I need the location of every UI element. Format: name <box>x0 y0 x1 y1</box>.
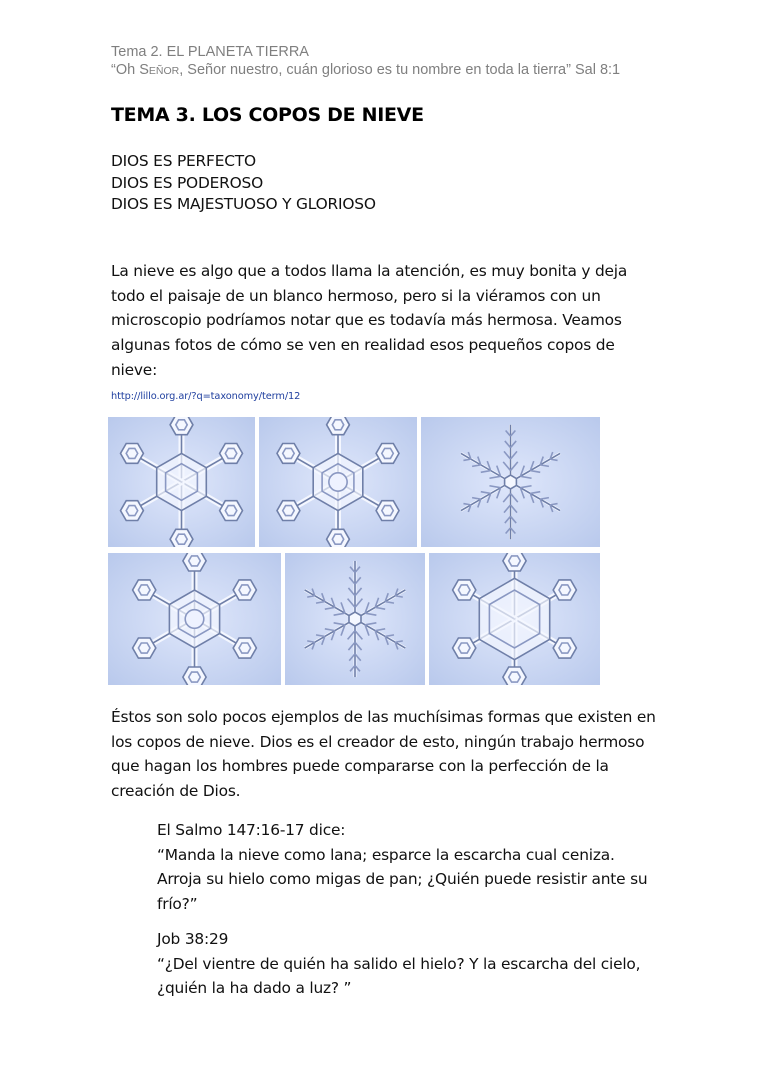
snowflake-photo-3 <box>421 417 600 547</box>
snowflake-photo-2 <box>259 417 417 547</box>
paragraph-line: que hagan los hombres puede compararse con la perfección de la <box>111 757 609 776</box>
quote-reference: El Salmo 147:16-17 dice: <box>157 821 346 839</box>
paragraph-line: Éstos son solo pocos ejemplos de las muchísimas formas que existen en <box>111 708 656 726</box>
snowflake-photo-6 <box>429 553 600 685</box>
page-title: TEMA 3. LOS COPOS DE NIEVE <box>111 104 424 126</box>
snowflake-photo-grid <box>108 417 600 685</box>
paragraph-line: microscopio podríamos notar que es todavía más hermosa. Veamos <box>111 311 622 330</box>
intro-paragraph <box>111 259 627 383</box>
paragraph-line: los copos de nieve. Dios es el creador de esto, ningún trabajo hermoso <box>111 732 645 751</box>
paragraph-line: creación de Dios. <box>111 782 241 801</box>
running-header-title: Tema 2. EL PLANETA TIERRA <box>111 44 309 60</box>
attribute-list <box>111 151 376 216</box>
attribute-item: DIOS ES PODEROSO <box>111 173 264 192</box>
psalm-quote <box>157 818 647 917</box>
verse-prefix: “Oh S <box>111 62 149 78</box>
source-link[interactable]: http://lillo.org.ar/?q=taxonomy/term/12 <box>111 391 301 402</box>
quote-line: frío?” <box>157 895 198 914</box>
attribute-item: DIOS ES PERFECTO <box>111 152 256 170</box>
snowflake-photo-4 <box>108 553 281 685</box>
paragraph-line: La nieve es algo que a todos llama la atención, es muy bonita y deja <box>111 262 628 280</box>
quote-line: “¿Del vientre de quién ha salido el hielo? Y la escarcha del cielo, <box>157 954 641 973</box>
quote-line: Arroja su hielo como migas de pan; ¿Quién puede resistir ante su <box>157 870 648 889</box>
snowflake-photo-1 <box>108 417 255 547</box>
snowflake-photo-5 <box>285 553 425 685</box>
verse-smallcaps: EÑOR <box>148 65 180 77</box>
paragraph-line: todo el paisaje de un blanco hermoso, pero si la viéramos con un <box>111 286 601 305</box>
verse-suffix: , Señor nuestro, cuán glorioso es tu nombre en toda la tierra” Sal 8:1 <box>179 62 621 78</box>
running-header-verse <box>111 62 620 78</box>
quote-reference: Job 38:29 <box>157 930 229 948</box>
job-quote <box>157 927 640 1001</box>
quote-line: ¿quién la ha dado a luz? ” <box>157 979 352 998</box>
paragraph-line: algunas fotos de cómo se ven en realidad esos pequeños copos de <box>111 336 615 355</box>
quote-line: “Manda la nieve como lana; esparce la escarcha cual ceniza. <box>157 845 615 864</box>
paragraph-line: nieve: <box>111 360 158 379</box>
closing-paragraph <box>111 705 656 804</box>
attribute-item: DIOS ES MAJESTUOSO Y GLORIOSO <box>111 195 376 213</box>
